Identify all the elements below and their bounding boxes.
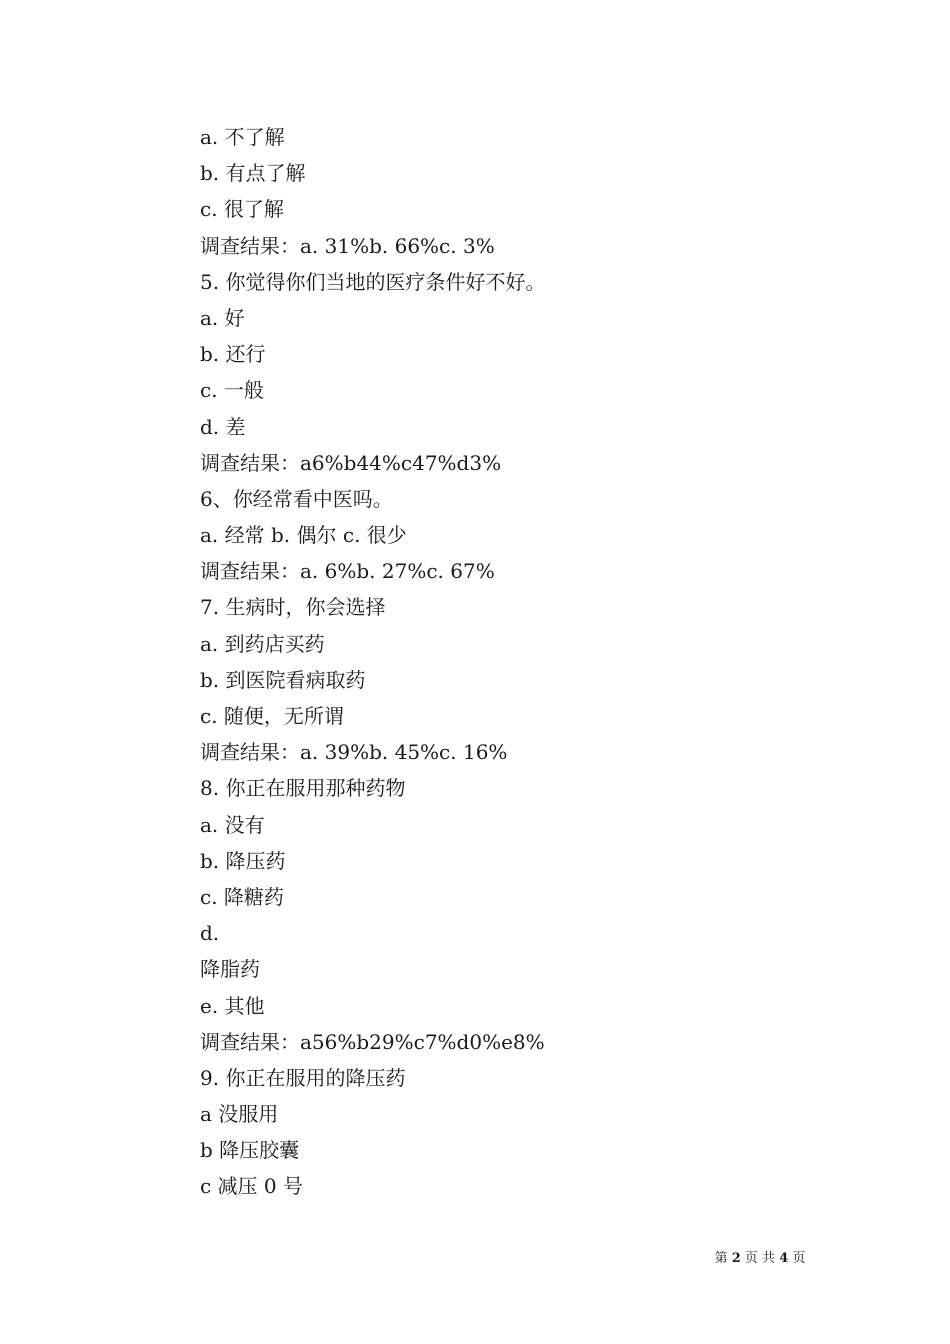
question-line: 5. 你觉得你们当地的医疗条件好不好。 [200, 269, 546, 294]
document-body [200, 119, 840, 1205]
footer-suffix: 页 [792, 1251, 806, 1266]
current-page-number: 2 [731, 1251, 741, 1266]
option-line: b. 有点了解 [200, 161, 306, 186]
option-line: a. 好 [200, 305, 245, 330]
option-line: b 降压胶囊 [200, 1138, 300, 1163]
option-line: c. 很了解 [200, 197, 284, 222]
option-line: c. 一般 [200, 378, 264, 403]
option-line: a. 到药店买药 [200, 631, 325, 656]
option-line: a. 不了解 [200, 125, 285, 149]
option-line: d. [200, 921, 220, 946]
survey-result-line: 调查结果：a56%b29%c7%d0%e8% [200, 1029, 545, 1054]
option-line: b. 到医院看病取药 [200, 667, 366, 692]
option-line: c. 随便，无所谓 [200, 704, 344, 728]
question-line: 9. 你正在服用的降压药 [200, 1065, 406, 1090]
question-line: 6、你经常看中医吗。 [200, 486, 393, 511]
question-line: 7. 生病时，你会选择 [200, 595, 386, 620]
option-line: a. 没有 [200, 812, 265, 837]
option-line: c. 降糖药 [200, 884, 284, 909]
option-line: a. 经常 b. 偶尔 c. 很少 [200, 523, 407, 548]
page-footer [0, 1247, 950, 1266]
survey-result-line: 调查结果：a. 31%b. 66%c. 3% [200, 233, 495, 258]
option-line: e. 其他 [200, 993, 265, 1018]
footer-middle: 页 共 [744, 1251, 776, 1266]
footer-prefix: 第 [714, 1251, 728, 1266]
total-pages-number: 4 [779, 1251, 789, 1266]
survey-result-line: 调查结果：a. 6%b. 27%c. 67% [200, 559, 495, 584]
option-line: 降脂药 [200, 957, 260, 982]
option-line: b. 还行 [200, 342, 266, 367]
survey-result-line: 调查结果：a. 39%b. 45%c. 16% [200, 740, 508, 765]
option-line: c 减压 0 号 [200, 1174, 303, 1199]
survey-result-line: 调查结果：a6%b44%c47%d3% [200, 450, 502, 475]
option-line: d. 差 [200, 414, 246, 439]
option-line: b. 降压药 [200, 848, 286, 873]
question-line: 8. 你正在服用那种药物 [200, 776, 406, 801]
option-line: a 没服用 [200, 1102, 279, 1127]
